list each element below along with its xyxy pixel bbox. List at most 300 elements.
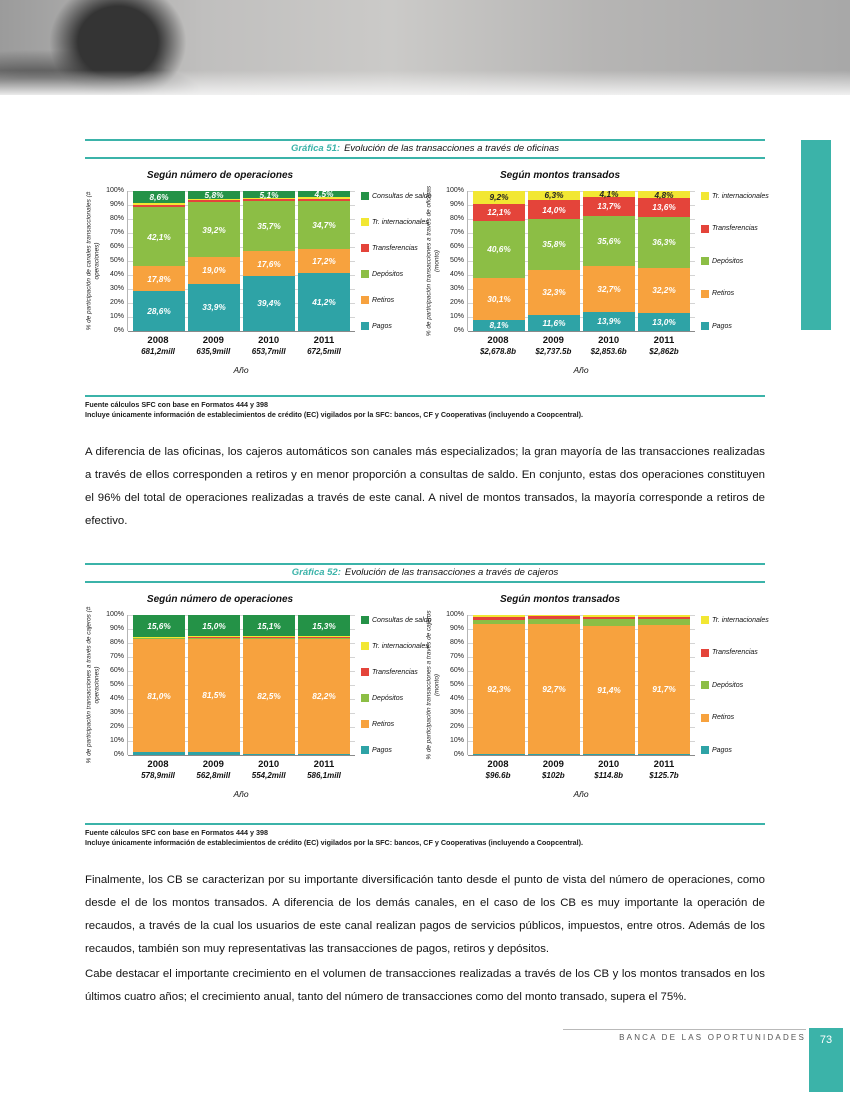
year-label: 2011 <box>653 335 675 346</box>
y-tick: 100% <box>106 611 124 618</box>
year-label: 2009 <box>542 759 564 770</box>
legend-label: Transferencias <box>372 244 418 252</box>
segment-label: 5,1% <box>259 189 279 200</box>
chart-title: Según montos transados <box>499 594 620 605</box>
y-tick: 90% <box>449 201 464 208</box>
bar-segment-pagos <box>638 754 690 755</box>
grafica-52-label: Gráfica 52: <box>291 567 341 578</box>
legend-label: Pagos <box>372 746 392 754</box>
x-category <box>187 759 239 780</box>
bar-segment-dep-sitos <box>528 619 580 624</box>
bar-segment-pagos <box>473 754 525 755</box>
legend-swatch <box>361 616 369 624</box>
year-label: 2011 <box>653 759 675 770</box>
y-axis-ticks <box>103 187 127 334</box>
legend-label: Tr. internacionales <box>712 616 769 624</box>
y-axis <box>425 185 443 337</box>
total-value-label: $96.6b <box>485 771 511 780</box>
x-category <box>583 335 635 356</box>
y-tick: 70% <box>449 229 464 236</box>
bar-segment-dep-sitos <box>133 207 185 266</box>
total-value-label: 635,9mill <box>196 347 231 356</box>
y-tick: 30% <box>109 285 124 292</box>
bar-segment-pagos <box>243 754 295 755</box>
bar-segment-retiros <box>133 266 185 291</box>
year-label: 2008 <box>147 335 169 346</box>
chart-legend <box>695 191 769 331</box>
legend-swatch <box>361 694 369 702</box>
legend-item-dep-sitos <box>361 270 425 278</box>
chart-title: Según montos transados <box>499 170 620 181</box>
bar-segment-retiros <box>583 266 635 312</box>
legend-item-pagos <box>701 746 765 754</box>
bar-segment-retiros <box>638 268 690 313</box>
bar-2010 <box>243 191 295 331</box>
y-axis <box>85 606 103 764</box>
y-tick: 10% <box>109 737 124 744</box>
legend-swatch <box>361 244 369 252</box>
bar-segment-transferencias <box>298 637 350 638</box>
bar-segment-pagos <box>528 754 580 755</box>
bars <box>468 188 695 331</box>
y-tick: 0% <box>453 751 464 758</box>
bar-segment-transferencias <box>473 617 525 620</box>
bar-segment-transferencias <box>243 199 295 201</box>
grafica-51-charts <box>85 166 769 375</box>
segment-label: 17,2% <box>312 256 336 267</box>
grafica-51-label: Gráfica 51: <box>290 143 341 154</box>
bar-segment-tr-internacionales <box>638 615 690 617</box>
bar-segment-tr-internacionales <box>638 191 690 198</box>
legend-swatch <box>361 322 369 330</box>
bar-segment-retiros <box>188 257 240 284</box>
legend-swatch <box>701 616 709 624</box>
grafica-52-title: Evolución de las transacciones a través de cajeros <box>344 567 559 578</box>
x-category <box>527 335 579 356</box>
y-tick: 30% <box>449 285 464 292</box>
year-label: 2008 <box>487 759 509 770</box>
bar-2009 <box>188 191 240 331</box>
segment-label: 28,6% <box>147 305 171 316</box>
bar-segment-transferencias <box>133 637 185 638</box>
segment-label: 91,7% <box>652 684 676 695</box>
y-axis-ticks <box>443 611 467 758</box>
segment-label: 39,2% <box>202 224 226 235</box>
year-label: 2009 <box>542 335 564 346</box>
bar-segment-dep-sitos <box>188 202 240 257</box>
x-axis-line <box>468 331 695 332</box>
legend-item-transferencias <box>701 649 765 657</box>
y-tick: 50% <box>449 681 464 688</box>
x-axis-label: Año <box>573 789 589 799</box>
y-tick: 60% <box>109 243 124 250</box>
segment-label: 12,1% <box>487 207 511 218</box>
bar-2011 <box>298 615 350 755</box>
segment-label: 8,6% <box>149 192 169 203</box>
total-value-label: $2,737.5b <box>535 347 572 356</box>
chart-legend <box>695 615 769 755</box>
segment-label: 92,3% <box>487 684 511 694</box>
bar-segment-dep-sitos <box>638 619 690 625</box>
segment-label: 35,8% <box>542 239 566 250</box>
segment-label: 42,1% <box>147 231 171 242</box>
segment-label: 82,5% <box>257 690 281 701</box>
legend-swatch <box>701 746 709 754</box>
legend-item-retiros <box>361 296 425 304</box>
bar-segment-retiros <box>473 278 525 320</box>
bar-segment-transferencias <box>583 197 635 216</box>
legend-swatch <box>701 192 709 200</box>
year-label: 2008 <box>147 759 169 770</box>
bar-segment-transferencias <box>528 200 580 220</box>
legend-swatch <box>361 720 369 728</box>
bar-2011 <box>638 191 690 331</box>
grafica-52-charts <box>85 590 769 799</box>
legend-item-tr-internacionales <box>361 218 429 226</box>
segment-label: 11,6% <box>542 317 566 328</box>
legend-item-pagos <box>361 746 425 754</box>
year-label: 2011 <box>313 759 335 770</box>
total-value-label: $125.7b <box>649 771 679 780</box>
bar-segment-consultas-de-saldo <box>188 191 240 199</box>
bar-segment-retiros <box>583 626 635 754</box>
y-tick: 70% <box>109 229 124 236</box>
grafica-51-bottom-rule <box>85 395 765 397</box>
x-axis-label: Año <box>573 365 589 375</box>
y-tick: 20% <box>109 299 124 306</box>
x-axis-line <box>128 755 355 756</box>
total-value-label: $114.8b <box>594 771 624 780</box>
bar-segment-pagos <box>188 752 240 755</box>
bar-segment-retiros <box>243 638 295 754</box>
y-tick: 70% <box>449 653 464 660</box>
bar-2008 <box>133 615 185 755</box>
bar-2011 <box>298 191 350 331</box>
x-axis-label: Año <box>233 789 249 799</box>
bar-segment-retiros <box>188 638 240 752</box>
grafica-51-header <box>85 139 765 159</box>
total-value-label: 672,5mill <box>307 347 341 356</box>
segment-label: 36,3% <box>652 237 676 248</box>
legend-label: Transferencias <box>712 225 758 232</box>
bar-2010 <box>583 188 635 331</box>
segment-label: 13,6% <box>652 202 676 213</box>
legend-item-dep-sitos <box>701 681 765 689</box>
bars <box>128 191 355 331</box>
y-axis-label: % de participación de canales transaccionales (# operaciones) <box>85 191 101 331</box>
footnote-scope: Incluye únicamente información de establecimientos de crédito (EC) vigilados por la SFC: bancos, CF y Cooperativas (incluyendo a Coopcentral). <box>85 410 584 419</box>
y-tick: 20% <box>109 723 124 730</box>
segment-label: 14,0% <box>542 204 566 215</box>
x-category <box>243 335 295 356</box>
legend-swatch <box>701 290 709 298</box>
x-category <box>132 335 184 356</box>
legend-label: Depósitos <box>372 270 404 278</box>
bar-segment-pagos <box>243 276 295 331</box>
plot-area <box>467 188 695 331</box>
bar-segment-dep-sitos <box>638 217 690 268</box>
x-axis-categories <box>467 335 695 356</box>
legend-label: Tr. internacionales <box>712 192 769 200</box>
legend-swatch <box>361 270 369 278</box>
y-tick: 100% <box>106 187 124 194</box>
y-tick: 40% <box>449 695 464 702</box>
segment-label: 39,4% <box>257 298 281 309</box>
segment-label: 91,4% <box>597 684 621 695</box>
footer-brand: BANCA DE LAS OPORTUNIDADES <box>619 1033 806 1042</box>
y-tick: 40% <box>449 271 464 278</box>
legend-swatch <box>701 225 709 233</box>
footer-rule <box>563 1029 806 1030</box>
x-category <box>298 759 350 780</box>
x-category <box>243 759 295 780</box>
y-tick: 50% <box>109 257 124 264</box>
y-axis-label: % de participación transacciones a través de cajeros (monto) <box>425 610 441 760</box>
y-tick: 30% <box>449 709 464 716</box>
x-axis-line <box>128 331 355 332</box>
y-tick: 10% <box>109 313 124 320</box>
bar-2010 <box>583 615 635 755</box>
bars <box>128 615 355 755</box>
bar-2010 <box>243 615 295 755</box>
total-value-label: 653,7mill <box>251 347 286 356</box>
bar-segment-retiros <box>243 251 295 276</box>
legend-item-tr-internacionales <box>701 616 769 624</box>
legend-label: Tr. internacionales <box>372 642 429 650</box>
segment-label: 35,7% <box>257 221 281 232</box>
segment-label: 81,0% <box>147 690 171 701</box>
y-tick: 10% <box>449 737 464 744</box>
y-tick: 10% <box>449 313 464 320</box>
bar-segment-consultas-de-saldo <box>188 615 240 636</box>
segment-label: 81,5% <box>202 690 226 701</box>
segment-label: 40,6% <box>487 244 511 255</box>
x-category <box>298 335 350 356</box>
bar-segment-tr-internacionales <box>583 188 635 199</box>
bar-segment-transferencias <box>638 617 690 620</box>
total-value-label: $2,862b <box>649 347 679 356</box>
bar-segment-tr-internacionales <box>528 615 580 616</box>
bar-segment-dep-sitos <box>473 221 525 278</box>
bar-segment-consultas-de-saldo <box>298 615 350 636</box>
y-tick: 0% <box>453 327 464 334</box>
legend-item-retiros <box>361 720 425 728</box>
bar-segment-dep-sitos <box>583 216 635 266</box>
x-axis-categories <box>127 759 355 780</box>
bar-segment-dep-sitos <box>243 201 295 251</box>
legend-label: Retiros <box>712 290 735 297</box>
year-label: 2009 <box>202 759 224 770</box>
paragraph-cb-crecimiento: Cabe destacar el importante crecimiento en el volumen de transacciones realizadas a través de los CB y los montos transados en los últimos cuatro años; el crecimiento anual, tanto del número de transacciones como del monto transado, supera el 75%. <box>85 968 765 1003</box>
segment-label: 8,1% <box>489 320 509 331</box>
grafica-52-header <box>85 563 765 583</box>
y-tick: 80% <box>109 639 124 646</box>
segment-label: 15,0% <box>202 620 226 631</box>
legend-swatch <box>361 746 369 754</box>
chapter-side-tab <box>801 140 831 330</box>
legend-item-transferencias <box>361 244 425 252</box>
chart-cajeros-montos <box>425 590 769 799</box>
legend-label: Tr. internacionales <box>372 218 429 226</box>
legend-label: Depósitos <box>372 694 404 702</box>
bar-segment-transferencias <box>528 616 580 619</box>
legend-label: Depósitos <box>712 681 744 689</box>
total-value-label: $102b <box>541 771 565 780</box>
segment-label: 32,3% <box>542 287 566 298</box>
chart-legend <box>355 191 432 331</box>
plot-area <box>127 191 355 331</box>
bar-segment-tr-internacionales <box>133 203 185 205</box>
segment-label: 4,1% <box>599 188 619 199</box>
bar-segment-transferencias <box>243 637 295 638</box>
y-tick: 30% <box>109 709 124 716</box>
bar-segment-pagos <box>298 754 350 755</box>
legend-item-retiros <box>701 290 765 298</box>
legend-swatch <box>701 322 709 330</box>
segment-label: 17,6% <box>257 258 281 269</box>
total-value-label: 578,9mill <box>141 771 175 780</box>
legend-item-pagos <box>701 322 765 330</box>
total-value-label: 562,8mill <box>196 771 231 780</box>
y-axis <box>425 610 443 760</box>
bar-segment-consultas-de-saldo <box>243 615 295 636</box>
legend-item-retiros <box>701 714 765 722</box>
segment-label: 13,9% <box>597 316 621 327</box>
y-tick: 50% <box>109 681 124 688</box>
legend-item-transferencias <box>361 668 425 676</box>
total-value-label: 586,1mill <box>307 771 341 780</box>
grafica-52-footnote <box>85 828 765 848</box>
bar-segment-pagos <box>133 291 185 331</box>
header-photo <box>0 0 850 95</box>
x-axis-line <box>468 755 695 756</box>
total-value-label: $2,678.8b <box>479 347 517 356</box>
bar-segment-pagos <box>298 273 350 331</box>
segment-label: 5,8% <box>204 190 224 201</box>
segment-label: 92,7% <box>542 683 566 694</box>
legend-label: Retiros <box>712 714 735 721</box>
segment-label: 15,3% <box>312 620 336 631</box>
y-axis <box>85 191 103 331</box>
legend-swatch <box>701 257 709 265</box>
x-category <box>472 759 524 780</box>
y-tick: 90% <box>109 625 124 632</box>
chart-legend <box>355 615 432 755</box>
bar-segment-transferencias <box>473 204 525 221</box>
total-value-label: 681,2mill <box>141 347 175 356</box>
bar-segment-retiros <box>133 639 185 752</box>
chart-oficinas-montos <box>425 166 769 375</box>
legend-label: Consultas de saldo <box>372 192 432 200</box>
bar-segment-pagos <box>133 752 185 755</box>
y-tick: 90% <box>109 201 124 208</box>
y-tick: 90% <box>449 625 464 632</box>
segment-label: 4,5% <box>314 189 334 200</box>
x-category <box>472 335 524 356</box>
bar-segment-transferencias <box>583 617 635 620</box>
segment-label: 17,8% <box>147 273 171 284</box>
bar-segment-consultas-de-saldo <box>133 615 185 637</box>
bar-2008 <box>473 615 525 755</box>
page-number-badge <box>809 1028 843 1092</box>
bar-segment-dep-sitos <box>528 219 580 269</box>
legend-item-tr-internacionales <box>361 642 429 650</box>
bar-2009 <box>528 615 580 755</box>
segment-label: 13,7% <box>597 201 621 212</box>
y-tick: 20% <box>449 723 464 730</box>
segment-label: 41,2% <box>312 297 336 308</box>
bar-segment-retiros <box>528 270 580 315</box>
page-number: 73 <box>819 1034 833 1046</box>
segment-label: 15,1% <box>257 620 281 631</box>
segment-label: 33,9% <box>202 302 226 313</box>
bar-segment-pagos <box>188 284 240 331</box>
bar-segment-tr-internacionales <box>473 191 525 204</box>
segment-label: 6,3% <box>544 190 564 201</box>
y-tick: 80% <box>449 215 464 222</box>
segment-label: 34,7% <box>312 219 336 230</box>
bar-2011 <box>638 615 690 755</box>
legend-label: Retiros <box>372 296 395 304</box>
bar-segment-retiros <box>473 624 525 753</box>
bar-segment-consultas-de-saldo <box>133 191 185 203</box>
chart-title: Según número de operaciones <box>146 594 294 605</box>
y-tick: 70% <box>109 653 124 660</box>
y-tick: 20% <box>449 299 464 306</box>
legend-label: Consultas de saldo <box>372 616 432 624</box>
legend-label: Depósitos <box>712 257 744 265</box>
y-tick: 0% <box>113 327 124 334</box>
y-axis-label: % de participación transacciones a través de oficinas (monto) <box>425 185 441 337</box>
legend-item-pagos <box>361 322 425 330</box>
segment-label: 15,6% <box>147 620 171 631</box>
x-axis-categories <box>127 335 355 356</box>
x-category <box>187 335 239 356</box>
legend-swatch <box>361 218 369 226</box>
bar-segment-retiros <box>638 625 690 753</box>
x-category <box>132 759 184 780</box>
year-label: 2010 <box>258 335 280 346</box>
legend-item-tr-internacionales <box>701 192 769 200</box>
legend-swatch <box>361 296 369 304</box>
legend-swatch <box>701 649 709 657</box>
footnote-source: Fuente cálculos SFC con base en Formatos 444 y 398 <box>85 400 268 409</box>
bar-segment-dep-sitos <box>583 619 635 625</box>
year-label: 2010 <box>598 335 620 346</box>
bar-segment-consultas-de-saldo <box>298 189 350 200</box>
legend-item-consultas-de-saldo <box>361 616 432 624</box>
x-axis-categories <box>467 759 695 780</box>
segment-label: 4,8% <box>654 189 674 200</box>
legend-item-dep-sitos <box>701 257 765 265</box>
bar-segment-dep-sitos <box>298 638 350 639</box>
legend-swatch <box>361 642 369 650</box>
bar-segment-pagos <box>473 320 525 331</box>
grafica-51-title: Evolución de las transacciones a través de oficinas <box>344 143 560 154</box>
paragraph-cajeros-intro: A diferencia de las oficinas, los cajeros automáticos son canales más especializados; la gran mayoría de las transacciones realizadas a través de ellos corresponden a retiros y en menor proporción a consultas de saldo. En conjunto, estas dos operaciones constituyen el 96% del total de operaciones realizadas a través de este canal. A nivel de montos transados, la mayoría corresponde a retiros de efectivo. <box>85 446 765 527</box>
bar-segment-pagos <box>583 312 635 331</box>
segment-label: 30,1% <box>487 293 511 304</box>
bar-segment-pagos <box>638 313 690 331</box>
x-category <box>638 759 690 780</box>
y-tick: 80% <box>449 639 464 646</box>
y-tick: 60% <box>449 243 464 250</box>
segment-label: 35,6% <box>597 235 621 246</box>
y-tick: 60% <box>109 667 124 674</box>
bar-segment-consultas-de-saldo <box>243 191 295 198</box>
bar-segment-retiros <box>528 624 580 754</box>
legend-label: Pagos <box>372 322 392 330</box>
